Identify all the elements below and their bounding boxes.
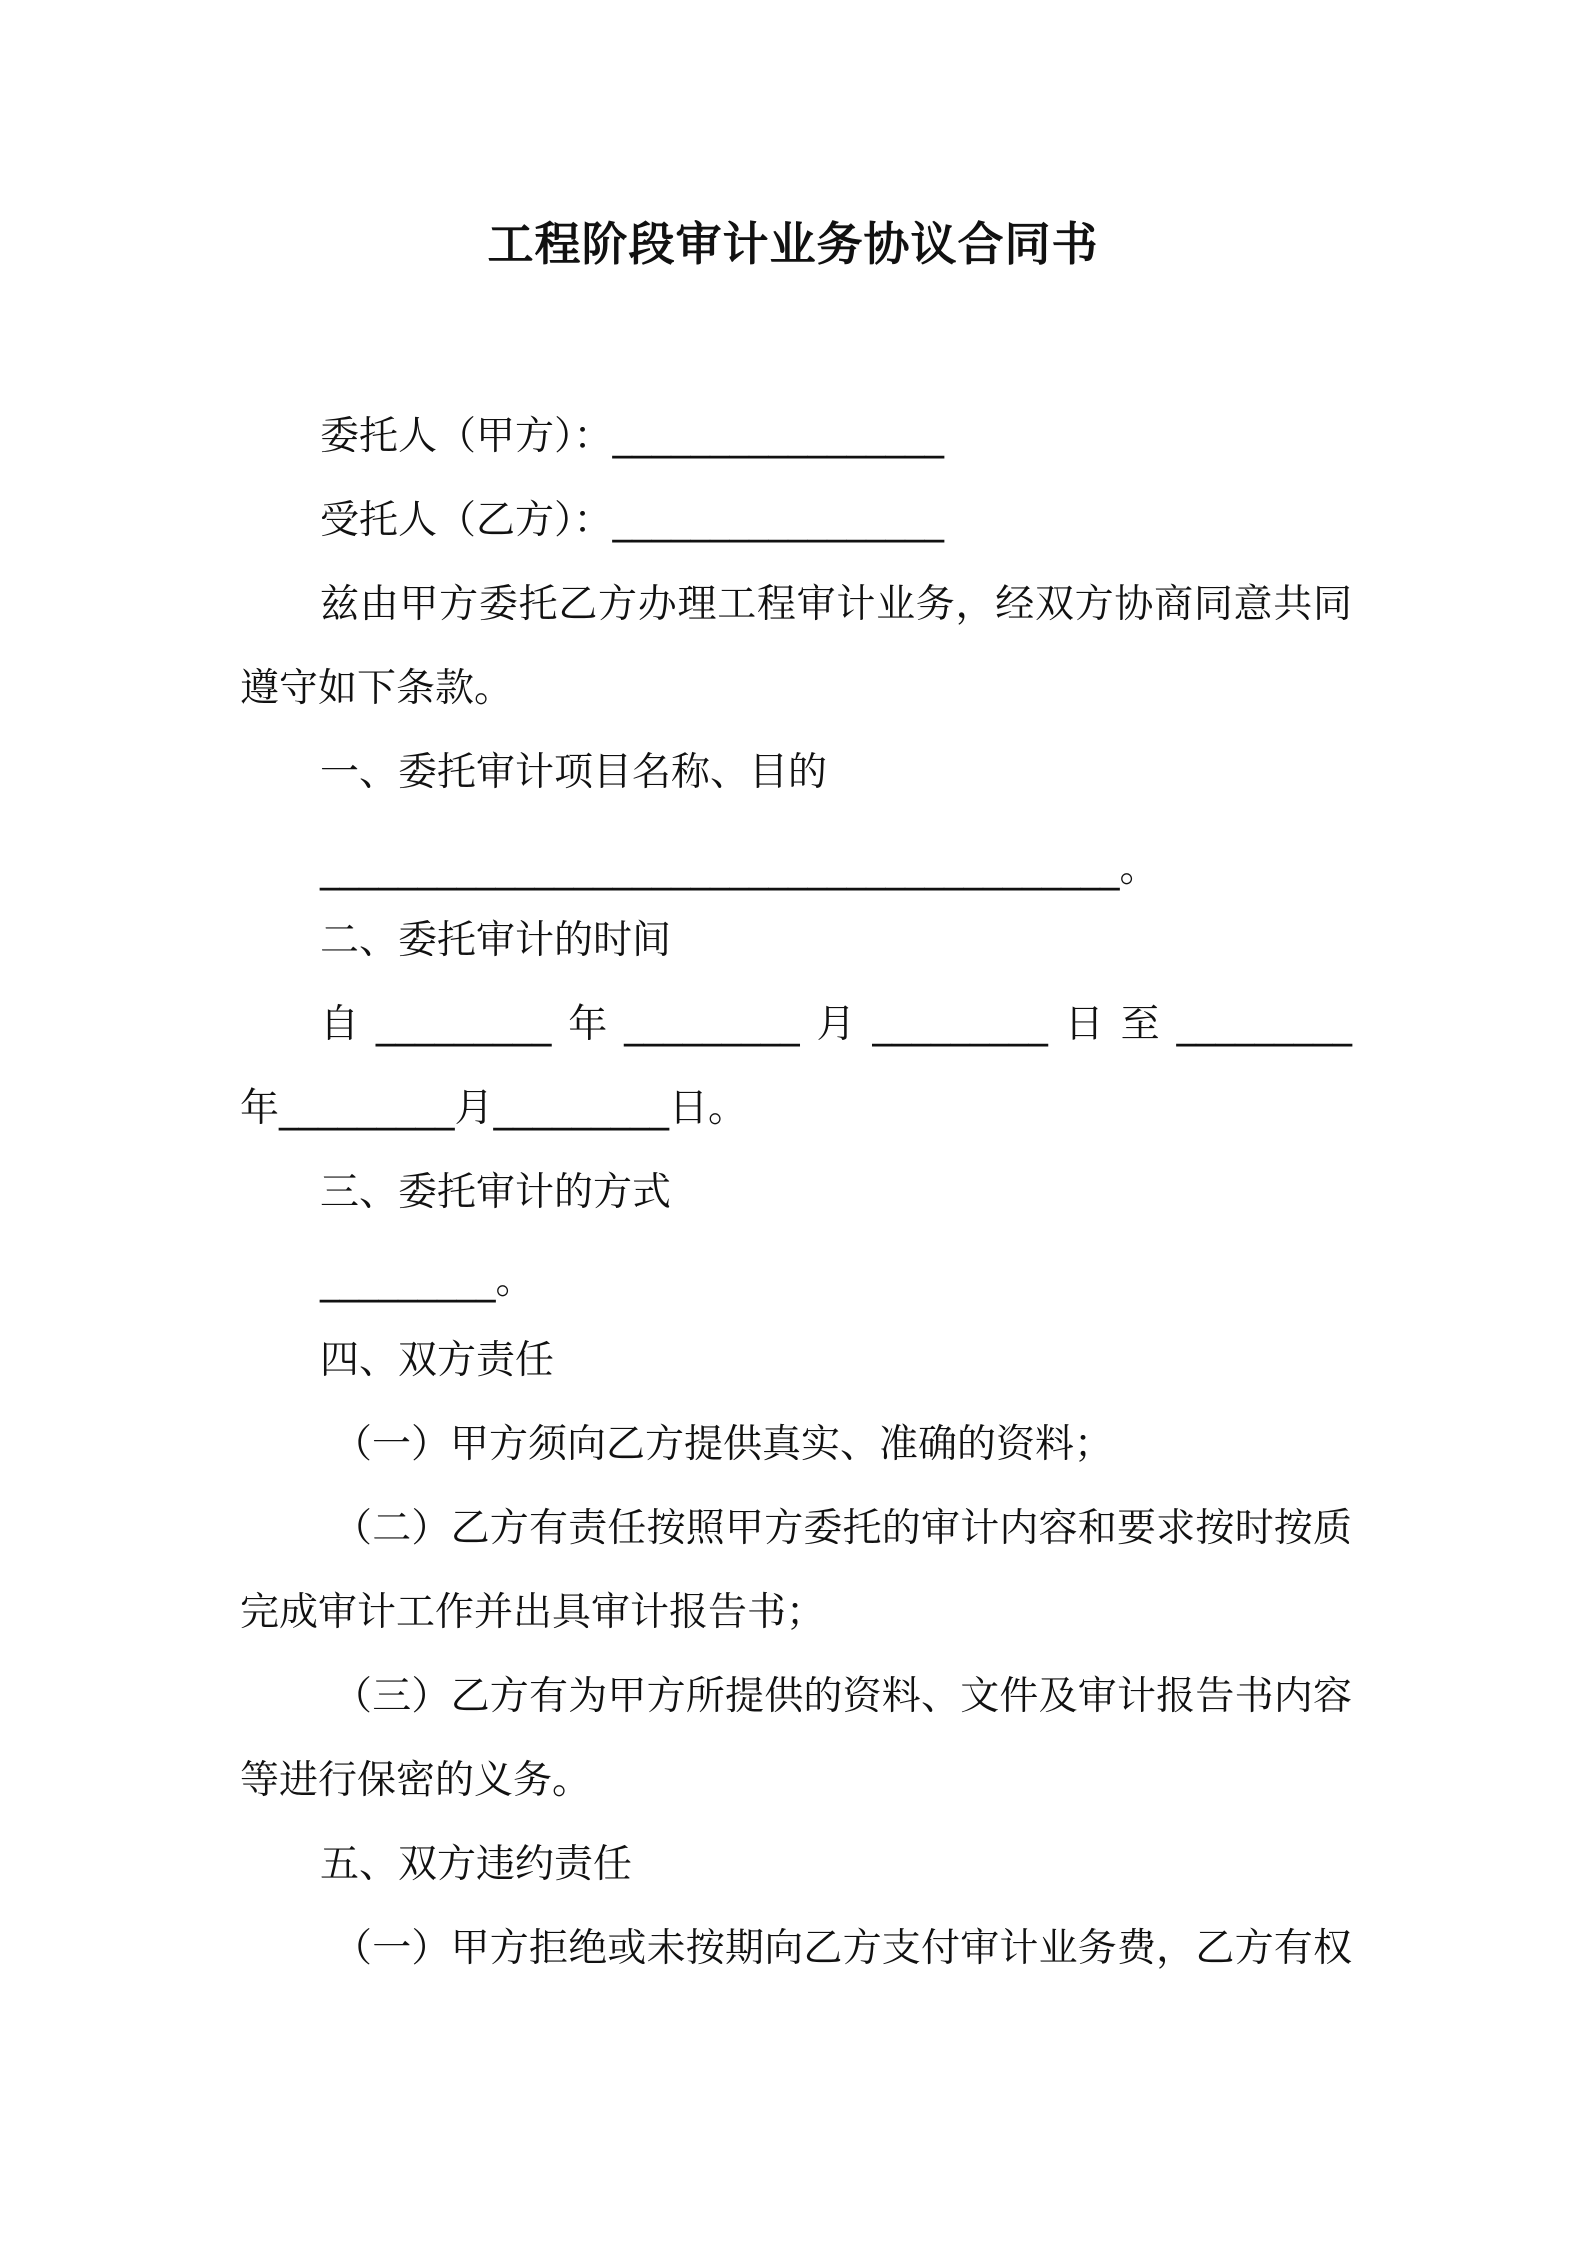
preamble-line-1: 兹由甲方委托乙方办理工程审计业务，经双方协商同意共同 [320, 582, 1352, 627]
section-4-item-2-line-2: 完成审计工作并出具审计报告书； [240, 1590, 826, 1635]
section-3-heading: 三、委托审计的方式 [320, 1170, 672, 1215]
section-4-item-1: （一）甲方须向乙方提供真实、准确的资料； [333, 1422, 1114, 1467]
party-a-line: 委托人（甲方）：_________________ [320, 414, 945, 459]
section-4-item-2-line-1: （二）乙方有责任按照甲方委托的审计内容和要求按时按质 [333, 1506, 1352, 1551]
section-1-blank: _________________________________________。 [320, 846, 1159, 891]
section-4-item-3-line-1: （三）乙方有为甲方所提供的资料、文件及审计报告书内容 [333, 1674, 1352, 1719]
section-4-heading: 四、双方责任 [320, 1338, 555, 1383]
section-2-date-line-1: 自_________年_________月_________日至_________ [320, 1002, 1352, 1047]
section-5-heading: 五、双方违约责任 [320, 1842, 633, 1887]
section-2-date-line-2: 年_________月_________日。 [240, 1086, 748, 1131]
section-5-item-1-line-1: （一）甲方拒绝或未按期向乙方支付审计业务费，乙方有权 [333, 1926, 1352, 1971]
party-b-line: 受托人（乙方）：_________________ [320, 498, 945, 543]
section-2-heading: 二、委托审计的时间 [320, 918, 672, 963]
document-title: 工程阶段审计业务协议合同书 [487, 217, 1099, 271]
preamble-line-2: 遵守如下条款。 [240, 666, 514, 711]
section-1-heading: 一、委托审计项目名称、目的 [320, 750, 828, 795]
section-3-blank: _________。 [320, 1258, 535, 1303]
section-4-item-3-line-2: 等进行保密的义务。 [240, 1758, 592, 1803]
